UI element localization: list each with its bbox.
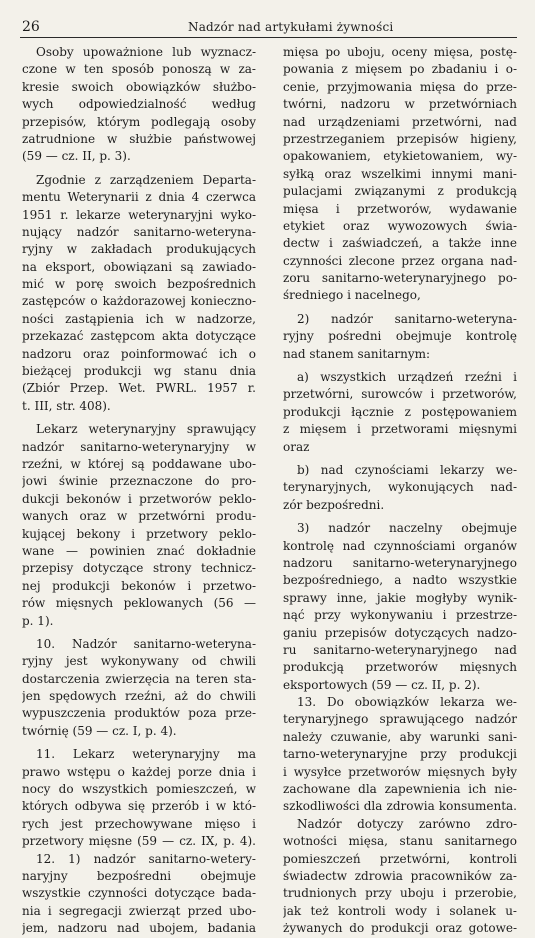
text-line: Lekarz weterynaryjny sprawujący — [36, 422, 256, 437]
text-line: nej produkcji bekonów i przetwo- — [22, 578, 256, 593]
text-line: b) nad czynościami lekarzy we- — [297, 462, 517, 477]
text-line: zór bezpośredni. — [283, 497, 385, 512]
text-line: t. III, str. 408). — [22, 398, 111, 413]
text-line: wotności mięsa, stanu sanitarnego — [283, 834, 517, 849]
text-line: mięsa po uboju, oceny mięsa, postę- — [283, 45, 517, 59]
text-line: ryjny jest wykonywany od chwili — [22, 654, 256, 669]
text-line: jem, nadzoru nad ubojem, badania — [22, 921, 256, 936]
text-line: trudnionych przy uboju i przerobie, — [283, 886, 517, 901]
text-line: powania z mięsem po zbadaniu i o- — [283, 62, 517, 77]
text-line: nujący nadzór sanitarno-weteryna- — [22, 224, 256, 239]
text-line: oraz — [283, 439, 310, 454]
text-line: kującej bekony i przetwory peklo- — [22, 526, 256, 541]
text-line: sprawy inne, jakie mogłyby wynik- — [283, 590, 517, 605]
text-line: ganiu przepisów dotyczących nadzo- — [283, 625, 517, 640]
text-line: średniego i nacelnego, — [283, 288, 421, 303]
text-line: prawo wstępu o każdej porze dnia i — [22, 764, 256, 779]
running-head-title: Nadzór nad artykułami żywności — [188, 20, 394, 34]
text-line: przepisy dotyczące strony technicz- — [22, 561, 256, 576]
text-line: rów mięsnych peklowanych (56 — — [22, 596, 256, 611]
right-text-column — [283, 44, 517, 938]
text-line: zastępców o każdorazowej konieczno- — [22, 294, 256, 309]
header-rule — [20, 37, 517, 38]
text-line: a) wszystkich urządzeń rzeźni i — [297, 370, 517, 385]
text-line: Zgodnie z zarządzeniem Departa- — [36, 172, 256, 187]
text-line: bieżącej produkcji wg stanu dnia — [22, 364, 256, 379]
text-line: ryjny w zakładach produkujących — [22, 242, 256, 257]
text-line: należy czuwanie, aby warunki sani- — [283, 729, 517, 744]
text-line: na eksport, obowiązani są zawiado- — [22, 259, 256, 274]
text-line: dostarczenia zwierzęcia na teren sta- — [22, 671, 256, 686]
text-line: przetwory mięsne (59 — cz. IX, p. 4). — [22, 834, 256, 849]
text-line: dectw i zaświadczeń, a także inne — [283, 236, 517, 251]
text-line: zachowane dla zapewnienia ich nie- — [283, 782, 517, 797]
text-line: naryjny bezpośredni obejmuje — [22, 868, 256, 883]
text-line: kresie swoich obowiązków służbo- — [22, 79, 256, 94]
text-line: nadzoru oraz poinformować ich o — [22, 346, 256, 361]
text-line: cenie, przyjmowania mięsa do prze- — [283, 79, 517, 94]
text-line: czone w ten sposób ponoszą w za- — [22, 62, 256, 77]
text-line: nia i segregacji zwierząt przed ubo- — [22, 903, 256, 918]
text-line: rych jest przechowywane mięso i — [22, 816, 256, 831]
text-line: bezpośredniego, a nadto wszystkie — [283, 573, 517, 588]
text-line: 11. Lekarz weterynaryjny ma — [36, 747, 256, 762]
text-line: nadzoru sanitarno-weterynaryjnego — [283, 555, 517, 570]
text-line: ru sanitarno-weterynaryjnego nad — [283, 642, 517, 657]
text-line: nad stanem sanitarnym: — [283, 346, 431, 361]
text-line: rzeźni, w której są poddawane ubo- — [22, 456, 256, 471]
text-line: 13. Do obowiązków lekarza we- — [297, 695, 517, 710]
text-line: przestrzeganiem przepisów higieny, — [283, 131, 517, 146]
text-line: terynaryjnych, wykonujących nad- — [283, 480, 517, 495]
text-line: opakowaniem, etykietowaniem, wy- — [283, 149, 517, 164]
text-line: czynności zlecone przez organa nad- — [283, 253, 517, 268]
text-line: 12. 1) nadzór sanitarno-wetery- — [36, 851, 256, 866]
text-line: kontrolę nad czynnościami organów — [283, 538, 517, 553]
text-line: pomieszczeń przetwórni, kontroli — [283, 851, 517, 866]
text-line: mięsa i przetworów, wydawanie — [283, 201, 517, 216]
text-line: nadzór sanitarno-weterynaryjny w — [22, 439, 256, 454]
text-line: nad urządzeniami przetwórni, nad — [283, 114, 517, 129]
text-line: Nadzór dotyczy zarówno zdro- — [297, 816, 517, 831]
text-line: twórni, nadzoru w przetwórniach — [283, 97, 517, 112]
text-line: przekazać zastępcom akta dotyczące — [22, 329, 256, 344]
text-line: mić w porę swoich bezpośrednich — [22, 277, 256, 292]
text-line: eksportowych (59 — cz. II, p. 2). — [283, 677, 481, 692]
text-line: 3) nadzór naczelny obejmuje — [297, 521, 517, 536]
text-line: terynaryjnego sprawującego nadzór — [283, 712, 517, 727]
text-line: przepisów, którym podlegają osoby — [22, 114, 256, 129]
text-line: ryjny pośredni obejmuje kontrolę — [283, 329, 517, 344]
text-line: produkcją przetworów mięsnych — [283, 660, 517, 675]
text-line: jen spędowych rzeźni, aż do chwili — [22, 689, 256, 704]
text-line: produkcji łącznie z postępowaniem — [283, 404, 517, 419]
text-line: p. 1). — [22, 613, 54, 628]
text-line: wanych oraz w przetwórni produ- — [22, 509, 256, 524]
text-line: jowi świnie przeznaczone do pro- — [22, 474, 256, 489]
text-line: wszystkie czynności dotyczące bada- — [22, 886, 256, 901]
text-line: mentu Weterynarii z dnia 4 czerwca — [22, 190, 256, 205]
text-line: nąć przy wykonywaniu i przestrze- — [283, 608, 517, 623]
text-line: 1951 r. lekarze weterynaryjni wyko- — [22, 207, 256, 222]
page-number: 26 — [22, 19, 40, 35]
text-line: etykiet oraz wywozowych świa- — [283, 218, 517, 233]
text-line: 10. Nadzór sanitarno-weteryna- — [36, 636, 256, 651]
text-line: jak też kontroli wody i solanek u- — [283, 903, 517, 918]
text-line: świadectw zdrowia pracowników za- — [283, 868, 517, 883]
text-line: (59 — cz. II, p. 3). — [22, 149, 131, 164]
text-line: zoru sanitarno-weterynaryjnego po- — [283, 271, 517, 286]
text-line: pulacjami związanymi z produkcją — [283, 184, 517, 199]
text-line: wane — powinien znać dokładnie — [22, 543, 256, 558]
text-line: żywanych do produkcji oraz gotowe- — [283, 921, 517, 936]
text-line: ności zastąpienia ich w nadzorze, — [22, 311, 256, 326]
text-line: szkodliwości dla zdrowia konsumenta. — [283, 799, 517, 814]
text-line: (Zbiór Przep. Wet. PWRL. 1957 r. — [22, 381, 256, 396]
text-line: przetwórni, surowców i przetworów, — [283, 387, 517, 402]
text-line: i wysyłce przetworów mięsnych były — [283, 764, 517, 779]
text-line: z mięsem i przetworami mięsnymi — [283, 422, 517, 437]
text-line: tarno-weterynaryjne przy produkcji — [283, 747, 517, 762]
text-line: których odbywa się przerób i w któ- — [22, 799, 256, 814]
text-line: twórnię (59 — cz. I, p. 4). — [22, 723, 177, 738]
text-line: syłką oraz wszelkimi innymi mani- — [283, 166, 517, 181]
text-line: wych odpowiedzialność według — [22, 97, 256, 112]
text-line: nocy do wszystkich pomieszczeń, w — [22, 782, 256, 797]
text-line: 2) nadzór sanitarno-weteryna- — [297, 311, 517, 326]
text-line: wypuszczenia produktów poza prze- — [22, 706, 256, 721]
left-text-column — [22, 44, 256, 938]
text-line: zatrudnione w służbie państwowej — [22, 131, 256, 146]
text-line: Osoby upoważnione lub wyznacz- — [36, 45, 256, 59]
text-line: dukcji bekonów i przetworów peklo- — [22, 491, 256, 506]
